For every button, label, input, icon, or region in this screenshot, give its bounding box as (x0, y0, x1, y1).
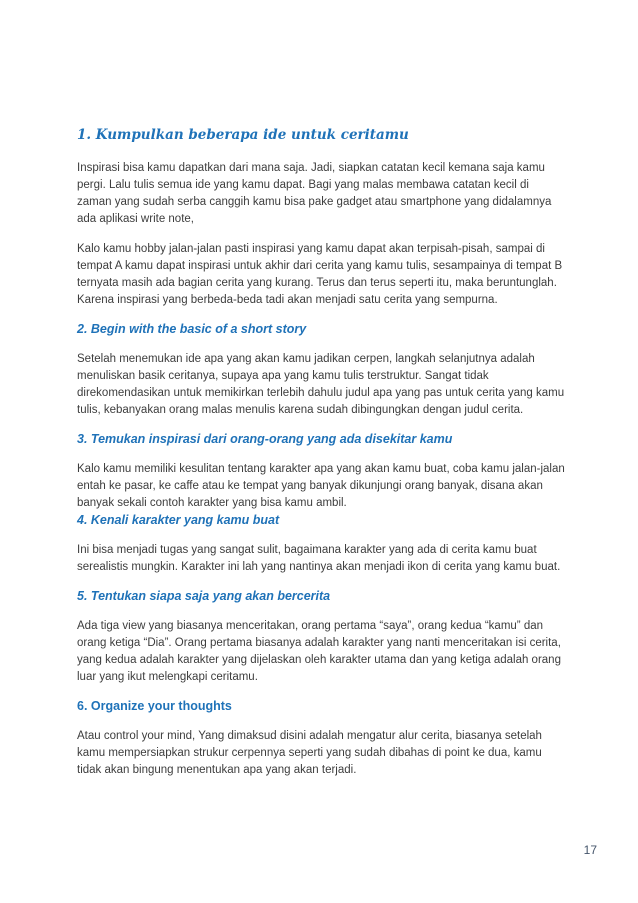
page-number: 17 (583, 843, 597, 857)
section-4-heading: 4. Kenali karakter yang kamu buat (77, 513, 280, 527)
section-5-paragraph-1: Ada tiga view yang biasanya menceritakan, orang pertama “saya”, orang kedua “kamu” dan orang ketiga “Dia”. Orang pertama biasanya adalah karakter yang nanti menceritakan isi cerita, yang kedua adalah karakter yang dijelaskan oleh karakter utama dan yang ketiga adalah orang luar yang ikut melengkapi ceritamu. (77, 620, 561, 683)
section-4-paragraph-1: Ini bisa menjadi tugas yang sangat sulit, bagaimana karakter yang ada di cerita kamu buat serealistis mungkin. Karakter ini lah yang nantinya akan menjadi ikon di cerita yang kamu buat. (77, 544, 561, 573)
section-1-heading: 1. Kumpulkan beberapa ide untuk ceritamu (77, 127, 409, 143)
section-5-heading: 5. Tentukan siapa saja yang akan bercerita (77, 589, 331, 603)
section-1-paragraph-1: Inspirasi bisa kamu dapatkan dari mana saja. Jadi, siapkan catatan kecil kemana saja kamu pergi. Lalu tulis semua ide yang kamu dapat. Bagi yang malas membawa catatan kecil di zaman yang sudah serba canggih kamu bisa pake gadget atau smartphone yang didalamnya ada aplikasi write note, (77, 162, 552, 225)
section-1-paragraph-2: Kalo kamu hobby jalan-jalan pasti inspirasi yang kamu dapat akan terpisah-pisah, sampai di tempat A kamu dapat inspirasi untuk akhir dari cerita yang kamu tulis, sesampainya di tempat B ternyata masih ada bagian cerita yang kurang. Terus dan terus seperti itu, maka beruntunglah. Karena inspirasi yang berbeda-beda tadi akan menjadi satu cerita yang sempurna. (77, 243, 563, 306)
section-3-heading: 3. Temukan inspirasi dari orang-orang yang ada disekitar kamu (77, 432, 453, 446)
section-2-paragraph-1: Setelah menemukan ide apa yang akan kamu jadikan cerpen, langkah selanjutnya adalah menuliskan basik ceritanya, supaya apa yang kamu tulis terstruktur. Sangat tidak direkomendasikan untuk memikirkan terlebih dahulu judul apa yang pas untuk cerita yang kamu tulis, kebanyakan orang malas menulis karena sudah dibingungkan dengan judul cerita. (77, 353, 565, 416)
section-3-paragraph-1: Kalo kamu memiliki kesulitan tentang karakter apa yang akan kamu buat, coba kamu jalan-jalan entah ke pasar, ke caffe atau ke tempat yang banyak dikunjungi orang banyak, disana akan banyak sekali contoh karakter yang bisa kamu ambil. (77, 463, 565, 509)
document-content (77, 127, 566, 792)
section-6-paragraph-1: Atau control your mind, Yang dimaksud disini adalah mengatur alur cerita, biasanya setelah kamu mempersiapkan strukur cerpennya seperti yang sudah dibahas di point ke dua, kamu tidak akan bingung menentukan apa yang akan terjadi. (77, 730, 542, 776)
section-2-heading: 2. Begin with the basic of a short story (77, 322, 307, 336)
section-6-heading: 6. Organize your thoughts (77, 699, 232, 713)
